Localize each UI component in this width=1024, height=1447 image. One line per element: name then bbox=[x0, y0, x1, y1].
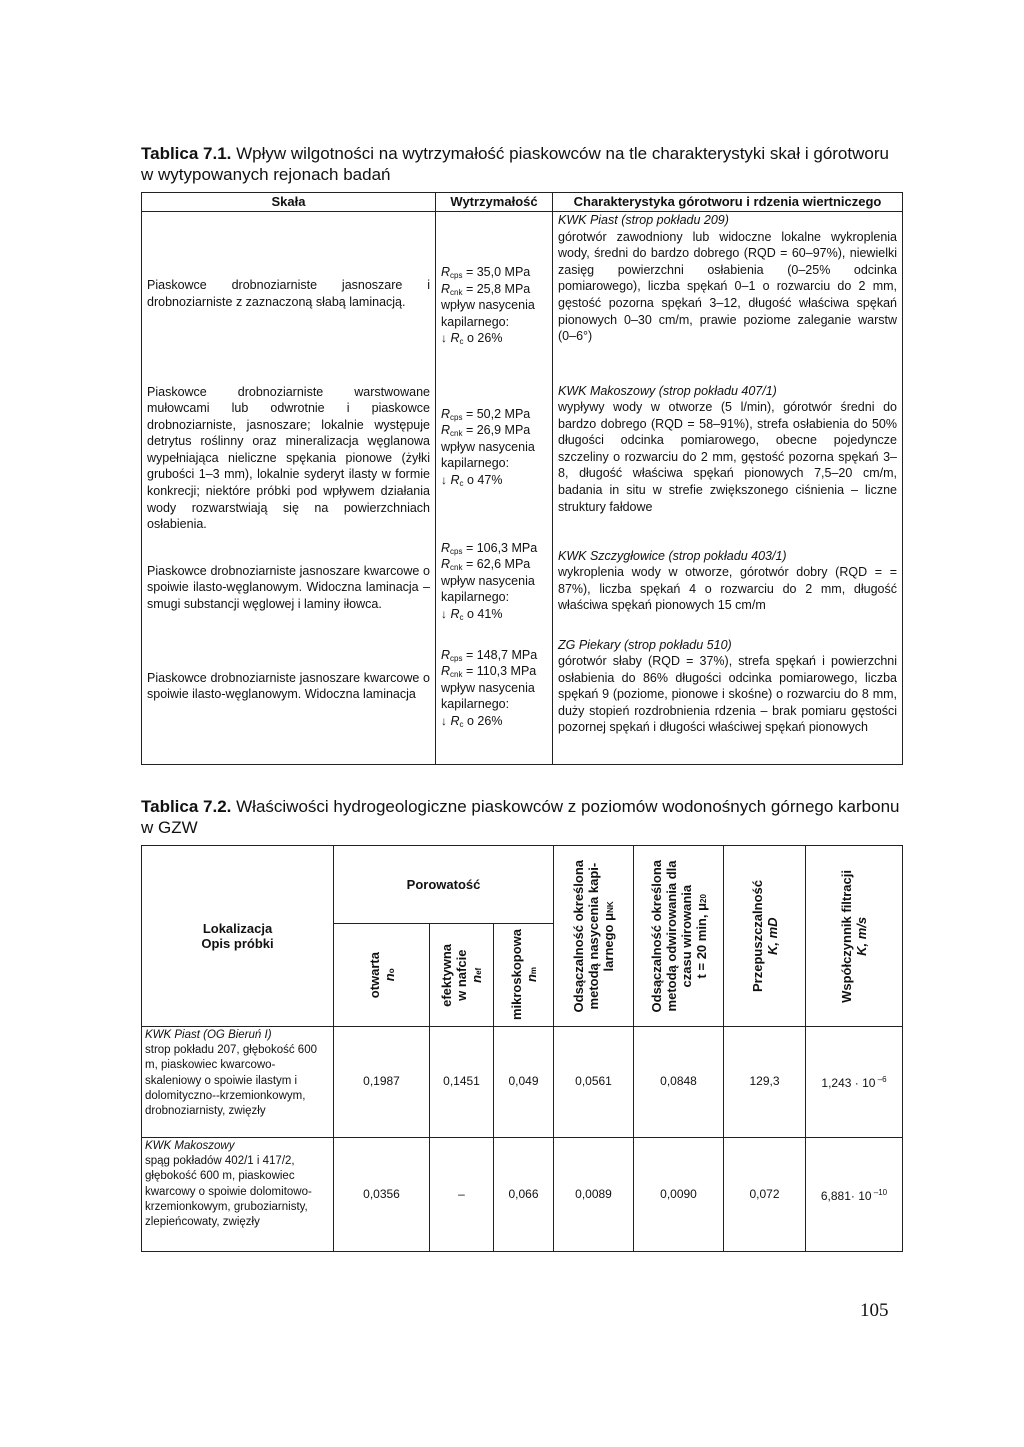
rc-drop-line bbox=[441, 606, 547, 623]
rock-cell bbox=[142, 212, 436, 376]
filtration-exponent: –10 bbox=[871, 1187, 888, 1197]
rc-symbol: R bbox=[450, 331, 460, 346]
rcnk-line bbox=[441, 281, 547, 298]
header-capillary-line3: larnego μ bbox=[601, 912, 616, 972]
open-porosity-value bbox=[334, 1138, 430, 1252]
open-porosity-value bbox=[334, 1027, 430, 1138]
rc-symbol: R bbox=[450, 472, 460, 487]
header-filtration-line2: K, m/s bbox=[854, 916, 869, 956]
rock-description: Piaskowce drobnoziarniste jasnoszare kwarcowe o spoiwie ilasto-węglanowym. Widoczna laminacja bbox=[147, 670, 430, 702]
effective-porosity-value bbox=[430, 1138, 494, 1252]
header-open-symbol: n bbox=[381, 973, 397, 982]
centrifuge-yield-value bbox=[634, 1027, 724, 1138]
permeability-value-text: 129,3 bbox=[749, 1074, 780, 1089]
rcnk-line bbox=[441, 422, 547, 439]
location-description: strop pokładu 207, głębokość 600 m, piaskowiec kwarcowo-skaleniowy o spoiwie ilastym i dolomityczno--krzemionkowym, drobnoziarnisty, zwięzły bbox=[145, 1044, 317, 1118]
site-description: górotwór zawodniony lub widoczne lokalne wykroplenia wody, średni do bardzo dobrego (RQD = 60–97%), niewielki zasięg powierzchni osłabienia (0–25% odcinka pomiarowego), liczba spękań 0–1 o rozwarciu do 2 mm, gęstość pozorna spękań 3–12, długość właściwa spękań pionowych 0–30 cm/m, prawie poziome zaleganie warstw (0–6°) bbox=[558, 229, 897, 344]
site-description: górotwór słaby (RQD = 37%), strefa spękań i powierzchni osłabienia do 86% długości odcinka pomiarowego, liczba spękań 9 (poziome, pionowe i skośne) o rozwarciu do 8 mm, duży stopień rozdrobnienia rdzenia – brak pomiaru gęstości pozornej spękań i długości właściwej spękań pionowych bbox=[558, 654, 897, 735]
table-2-row bbox=[142, 1138, 903, 1252]
capillary-yield-value bbox=[554, 1027, 634, 1138]
rcps-line-symbol: R bbox=[441, 406, 451, 421]
rc-drop-value: o 26% bbox=[463, 713, 503, 728]
table-1-row bbox=[142, 376, 903, 540]
strength-cell bbox=[436, 540, 553, 637]
strength-cell bbox=[436, 212, 553, 376]
header-permeability bbox=[724, 846, 806, 1027]
header-permeability-line2: K, mD bbox=[764, 917, 780, 955]
site-description: wykroplenia wody w otworze, górotwór dobry (RQD = = 87%), liczba spękań 4 o rozwarciu do 2 mm, długość właściwa spękań pionowych 15 cm/m bbox=[558, 565, 897, 613]
centrifuge-yield-value bbox=[634, 1138, 724, 1252]
header-micro-line1: mikroskopowa bbox=[508, 929, 524, 1021]
micro-porosity-value-text: 0,049 bbox=[508, 1074, 539, 1089]
location-cell bbox=[142, 1138, 334, 1252]
header-open-sub: o bbox=[386, 968, 396, 974]
capillary-yield-value-text: 0,0089 bbox=[575, 1186, 612, 1201]
header-filtration-line1: Współczynnik filtracji bbox=[839, 869, 854, 1003]
site-description: wypływy wody w otworze (5 l/min), górotwór średni do bardzo dobrego (RQD = 58–91%), strefa osłabienia do 50% długości odcinka pomiarowego, obecne pojedyncze szczeliny o rozwarciu do 2 mm, gęstość pozorna spękań 3–8, długość właściwa spękań pionowych 7,5–20 cm/m, badania in situ w strefie zwiększonego ciśnienia – liczne struktury fałdowe bbox=[558, 400, 897, 514]
table-1-header-row bbox=[142, 193, 903, 212]
characteristics-cell bbox=[553, 376, 903, 540]
table-2-row bbox=[142, 1027, 903, 1138]
table-2-caption-text: Właściwości hydrogeologiczne piaskowców z poziomów wodonośnych górnego karbonu w GZW bbox=[141, 797, 900, 837]
header-effective-porosity bbox=[430, 924, 494, 1027]
rcps-line-sub: cps bbox=[450, 412, 463, 422]
location-site: KWK Piast (OG Bieruń I) bbox=[145, 1029, 272, 1041]
rcnk-line bbox=[441, 556, 547, 573]
rcnk-line-value: = 110,3 MPa bbox=[462, 664, 537, 679]
characteristics-cell bbox=[553, 637, 903, 765]
rcps-line-value: = 50,2 MPa bbox=[462, 406, 531, 421]
header-centrifuge-line2: metodą odwirowania dla bbox=[663, 860, 679, 1012]
rcps-line-symbol: R bbox=[441, 265, 451, 279]
header-characteristics: Charakterystyka górotworu i rdzenia wiertniczego bbox=[553, 193, 903, 212]
table-1-caption-text: Wpływ wilgotności na wytrzymałość piaskowców na tle charakterystyki skał i górotworu w wytypowanych rejonach badań bbox=[141, 144, 889, 184]
rcps-line-value: = 148,7 MPa bbox=[462, 647, 538, 662]
open-porosity-value-text: 0,0356 bbox=[363, 1186, 400, 1201]
header-capillary-sub: NK bbox=[606, 900, 615, 913]
header-permeability-line1: Przepuszczalność bbox=[749, 880, 765, 992]
rcnk-line-sub: cnk bbox=[450, 670, 463, 680]
effective-porosity-value-text: 0,1451 bbox=[443, 1074, 480, 1089]
capillary-yield-value-text: 0,0561 bbox=[575, 1074, 612, 1089]
rc-drop-line bbox=[441, 330, 547, 347]
header-filtration bbox=[806, 846, 903, 1027]
filtration-mantissa: 1,243 · 10 bbox=[821, 1076, 876, 1091]
rcps-line-symbol: R bbox=[441, 647, 451, 662]
strength-values bbox=[441, 647, 547, 730]
header-centrifuge-line4: t = 20 min, μ bbox=[693, 902, 709, 979]
saturation-label: wpływ nasycenia kapilarnego: bbox=[441, 680, 535, 712]
rcnk-line bbox=[441, 663, 547, 680]
micro-porosity-value bbox=[494, 1027, 554, 1138]
header-open-line1: otwarta bbox=[366, 951, 382, 999]
header-effective-symbol: n bbox=[469, 974, 484, 983]
header-rock: Skała bbox=[142, 193, 436, 212]
table-1-row bbox=[142, 637, 903, 765]
header-location-line1: Lokalizacja bbox=[202, 920, 273, 936]
rcnk-line-symbol: R bbox=[441, 557, 451, 572]
header-micro-porosity bbox=[494, 924, 554, 1027]
rc-sub: c bbox=[459, 337, 464, 347]
header-location bbox=[142, 846, 334, 1027]
header-effective-line2: w nafcie bbox=[454, 949, 469, 1001]
rc-sub: c bbox=[459, 478, 464, 488]
rock-description: Piaskowce drobnoziarniste jasnoszare i drobnoziarniste z zaznaczoną słabą laminacją. bbox=[147, 278, 430, 309]
header-capillary-yield bbox=[554, 846, 634, 1027]
saturation-label: wpływ nasycenia kapilarnego: bbox=[441, 298, 535, 329]
table-1-row bbox=[142, 540, 903, 637]
strength-cell bbox=[436, 376, 553, 540]
rc-drop-value: o 41% bbox=[463, 606, 503, 621]
characteristics-cell bbox=[553, 540, 903, 637]
site-name: KWK Piast (strop pokładu 209) bbox=[558, 213, 729, 227]
micro-porosity-value-text: 0,066 bbox=[508, 1186, 539, 1201]
rcps-line bbox=[441, 406, 547, 423]
rcnk-line-sub: cnk bbox=[450, 563, 463, 573]
rock-cell bbox=[142, 637, 436, 765]
down-arrow-icon: ↓ bbox=[441, 713, 447, 728]
down-arrow-icon: ↓ bbox=[441, 606, 447, 621]
rcnk-line-symbol: R bbox=[441, 423, 451, 438]
saturation-label: wpływ nasycenia kapilarnego: bbox=[441, 439, 535, 471]
rcnk-line-value: = 25,8 MPa bbox=[462, 281, 531, 296]
rcnk-line-value: = 26,9 MPa bbox=[462, 423, 531, 438]
filtration-mantissa: 6,881· 10 bbox=[820, 1188, 872, 1203]
permeability-value-text: 0,072 bbox=[749, 1186, 780, 1201]
rc-drop-value: o 47% bbox=[463, 472, 503, 487]
header-porosity: Porowatość bbox=[334, 846, 554, 924]
header-centrifuge-line1: Odsączalność określona bbox=[648, 859, 664, 1013]
filtration-exponent: –6 bbox=[875, 1075, 887, 1085]
rc-drop-line bbox=[441, 713, 547, 730]
down-arrow-icon: ↓ bbox=[441, 472, 447, 487]
page-number: 105 bbox=[860, 1300, 889, 1321]
table-2-caption bbox=[141, 796, 901, 838]
down-arrow-icon: ↓ bbox=[441, 331, 447, 346]
capillary-yield-value bbox=[554, 1138, 634, 1252]
rcnk-line-symbol: R bbox=[441, 281, 451, 296]
rcps-line-sub: cps bbox=[450, 271, 463, 280]
header-effective-line1: efektywna bbox=[439, 943, 454, 1007]
rcnk-line-value: = 62,6 MPa bbox=[462, 557, 531, 572]
header-location-line2: Opis próbki bbox=[201, 936, 274, 951]
rcnk-line-sub: cnk bbox=[450, 287, 463, 297]
strength-values bbox=[441, 406, 547, 489]
rc-sub: c bbox=[459, 719, 464, 729]
rcps-line bbox=[441, 264, 547, 281]
rcps-line-symbol: R bbox=[441, 540, 451, 555]
table-1-caption-label: Tablica 7.1. bbox=[141, 144, 232, 163]
rc-symbol: R bbox=[450, 713, 460, 728]
rock-cell bbox=[142, 540, 436, 637]
location-site: KWK Makoszowy bbox=[145, 1140, 235, 1152]
rock-description: Piaskowce drobnoziarniste warstwowane mułowcami lub odwrotnie i piaskowce drobnoziarniste, jasnoszare; lokalnie występuje detrytus roślinny oraz mineralizacja węglanowa wypełniająca nieliczne spękania pionowe (żyłki grubości 1–3 mm), lokalnie syderyt ilasty w formie konkrecji; niektóre próbki pod wpływem działania wody rozwarstwiają się na powierzchniach osłabienia. bbox=[147, 384, 430, 532]
rc-drop-line bbox=[441, 472, 547, 489]
characteristics-cell bbox=[553, 212, 903, 376]
effective-porosity-value bbox=[430, 1027, 494, 1138]
rc-symbol: R bbox=[450, 606, 460, 621]
table-1-row bbox=[142, 212, 903, 376]
rc-drop-value: o 26% bbox=[463, 331, 503, 346]
header-capillary-line2: metodą nasycenia kapi- bbox=[586, 862, 601, 1010]
permeability-value bbox=[724, 1138, 806, 1252]
site-name: KWK Makoszowy (strop pokładu 407/1) bbox=[558, 383, 777, 398]
location-description: spąg pokładów 402/1 i 417/2, głębokość 600 m, piaskowiec kwarcowy o spoiwie dolomitowo-krzemionkowym, gruboziarnisty, zlepieńcowaty, zwięzły bbox=[145, 1155, 312, 1229]
location-cell bbox=[142, 1027, 334, 1138]
header-micro-symbol: n bbox=[523, 974, 539, 983]
centrifuge-yield-value-text: 0,0090 bbox=[660, 1186, 697, 1201]
rcnk-line-sub: cnk bbox=[450, 429, 463, 439]
open-porosity-value-text: 0,1987 bbox=[363, 1074, 400, 1089]
rock-cell bbox=[142, 376, 436, 540]
table-2-header-row-1 bbox=[142, 846, 903, 924]
header-centrifuge-yield bbox=[634, 846, 724, 1027]
table-2-caption-label: Tablica 7.2. bbox=[141, 797, 232, 816]
rock-description: Piaskowce drobnoziarniste jasnoszare kwarcowe o spoiwie ilasto-węglanowym. Widoczna laminacja – smugi substancji węglowej i laminy iłowca. bbox=[147, 563, 430, 611]
table-1-caption bbox=[141, 143, 901, 185]
header-centrifuge-line3: czasu wirowania bbox=[678, 884, 694, 988]
site-name: KWK Szczygłowice (strop pokładu 403/1) bbox=[558, 548, 787, 563]
header-centrifuge-sub: 20 bbox=[698, 893, 708, 903]
rcps-line bbox=[441, 647, 547, 664]
strength-values bbox=[441, 540, 547, 623]
rcps-line-value: = 35,0 MPa bbox=[462, 265, 531, 279]
table-1 bbox=[141, 192, 903, 765]
header-effective-sub: ef bbox=[474, 967, 483, 975]
filtration-value bbox=[806, 1138, 903, 1252]
header-capillary-line1: Odsączalność określona bbox=[571, 859, 586, 1013]
saturation-label: wpływ nasycenia kapilarnego: bbox=[441, 573, 535, 605]
rcps-line-sub: cps bbox=[450, 653, 463, 663]
strength-values bbox=[441, 264, 547, 347]
strength-cell bbox=[436, 637, 553, 765]
centrifuge-yield-value-text: 0,0848 bbox=[660, 1074, 697, 1089]
table-2 bbox=[141, 845, 903, 1252]
rcnk-line-symbol: R bbox=[441, 664, 451, 679]
header-strength: Wytrzymałość bbox=[436, 193, 553, 212]
header-open-porosity bbox=[334, 924, 430, 1027]
header-micro-sub: m bbox=[528, 967, 538, 975]
micro-porosity-value bbox=[494, 1138, 554, 1252]
rc-sub: c bbox=[459, 612, 464, 622]
rcps-line bbox=[441, 540, 547, 557]
filtration-value bbox=[806, 1027, 903, 1138]
rcps-line-sub: cps bbox=[450, 546, 463, 556]
rcps-line-value: = 106,3 MPa bbox=[462, 540, 538, 555]
effective-porosity-value-text: – bbox=[458, 1186, 465, 1201]
site-name: ZG Piekary (strop pokładu 510) bbox=[558, 637, 732, 652]
permeability-value bbox=[724, 1027, 806, 1138]
